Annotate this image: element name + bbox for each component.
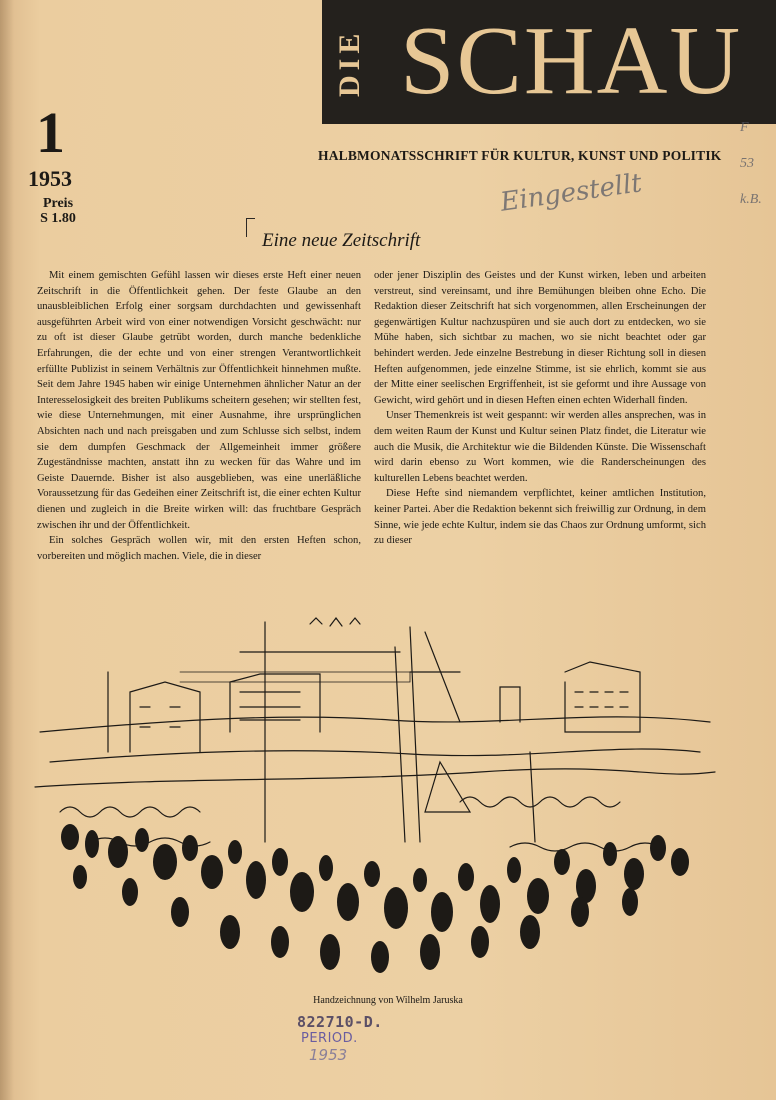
stamp-number: 822710-D. (297, 1013, 383, 1031)
price-label: Preis (42, 196, 74, 211)
article-paragraph: Mit einem gemischten Gefühl lassen wir dieses erste Heft einer neuen Zeitschrift in die Öffentlichkeit gehen. Der feste Glaube an den unausbleiblichen Erfolg einer sorgsam durchdachten und gewissenhaft ausgeführten Arbeit wird von einer notwendigen Vorsicht geschwächt: nur zu oft ist dieser Glaube getrübt worden, durch manche bedenkliche Erfahrungen, die der echte und von einer strengen Verantwortlichkeit erfüllte Publizist in seinem Verhältnis zur Öffentlichkeit hinnehmen mußte. Seit dem Jahre 1945 haben wir einige Unternehmen ähnlicher Natur an der Interesselosigkeit des breiten Publikums scheitern gesehen; wir stellten fest, wie diese Unternehmungen, mit einer Ausnahme, ihre ursprünglichen Absichten nach und nach preisgaben und zum Schlusse sich selbst, indem sie dem dumpfen Geschmack der Allgemeinheit immer größere Zugeständnisse machten, anstatt ihn zu wecken für das Wahre und im Geiste Dauernde. Bisher ist also ausgeblieben, was eine unerläßliche Voraussetzung für das Gedeihen einer Zeitschrift ist, die einer echten Kultur dienen und zugleich in die Breite wirken will: das fruchtbare Gespräch zwischen ihr und der Öffentlichkeit. (37, 270, 361, 531)
masthead-die: DIE (333, 28, 366, 98)
margin-note: k.B. (740, 192, 762, 207)
stamp-label: PERIOD. (301, 1031, 358, 1046)
article-paragraph: Diese Hefte sind niemandem verpflichtet, keiner amtlichen Institution, keiner Partei. Aber die Redaktion bekennt sich freiwillig zur Ordnung, in dem Sinne, wie jede echte Kultur, indem sie das Chaos zur Ordnung umformt, sich zu dieser (374, 488, 706, 547)
binding-shadow (0, 0, 14, 1100)
article-paragraph: Unser Themenkreis ist weit gespannt: wir werden alles ansprechen, was in dem weiten Raum der Kunst und Kultur seinen Platz findet, die Literatur wie auch die Musik, die Architektur wie die Bildenden Künste. Die Wissenschaft wird darin ebenso zu Wort kommen, wie die Randerscheinungen des kulturellen Lebens beachtet werden. (374, 410, 706, 484)
library-stamp (297, 1013, 387, 1064)
illustration-caption: Handzeichnung von Wilhelm Jaruska (313, 995, 463, 1006)
article-paragraph: Ein solches Gespräch wollen wir, mit den ersten Heften schon, vorbereiten und möglich machen. Viele, die in dieser (37, 535, 361, 562)
article-column-right (374, 268, 706, 549)
stamp-year: 1953 (309, 1046, 348, 1064)
issue-year: 1953 (28, 166, 72, 191)
price-value: S 1.80 (40, 211, 76, 226)
margin-notes (740, 120, 770, 228)
margin-note: F (740, 120, 749, 135)
magazine-subtitle: HALBMONATSSCHRIFT FÜR KULTUR, KUNST UND POLITIK (318, 148, 722, 163)
masthead-title: SCHAU (400, 7, 743, 115)
article-title: Eine neue Zeitschrift (262, 230, 421, 251)
article-column-left (37, 268, 361, 564)
masthead (322, 0, 776, 124)
article-paragraph: oder jener Disziplin des Geistes und der Kunst wirken, leben und arbeiten verstreut, sind vereinsamt, und ihre Bemühungen bleiben ohne Echo. Die Redaktion dieser Zeitschrift hat sich vorgenommen, allen Erscheinungen der gegenwärtigen Kultur nachzuspüren und sie auch dort zu entdecken, wo sie Mühe haben, sich sichtbar zu machen, wo sie nicht beachtet oder gar behindert werden. Jede einzelne Bestrebung in dieser Richtung soll in diesen Heften aufgenommen, jede einzelne Stimme, ist sie ehrlich, kommt sie aus der Mitte einer seelischen Ergriffenheit, ist sie geformt und ihre Aussage von Gewicht, wird gehört und in diesen Heften einen echten Widerhall finden. (374, 270, 706, 406)
handwritten-note: Eingestellt (498, 168, 644, 218)
issue-number: 1 (36, 100, 65, 165)
price-block (31, 196, 85, 226)
ink-drawing-illustration (30, 612, 720, 988)
corner-mark (246, 218, 255, 237)
margin-note: 53 (740, 156, 754, 171)
